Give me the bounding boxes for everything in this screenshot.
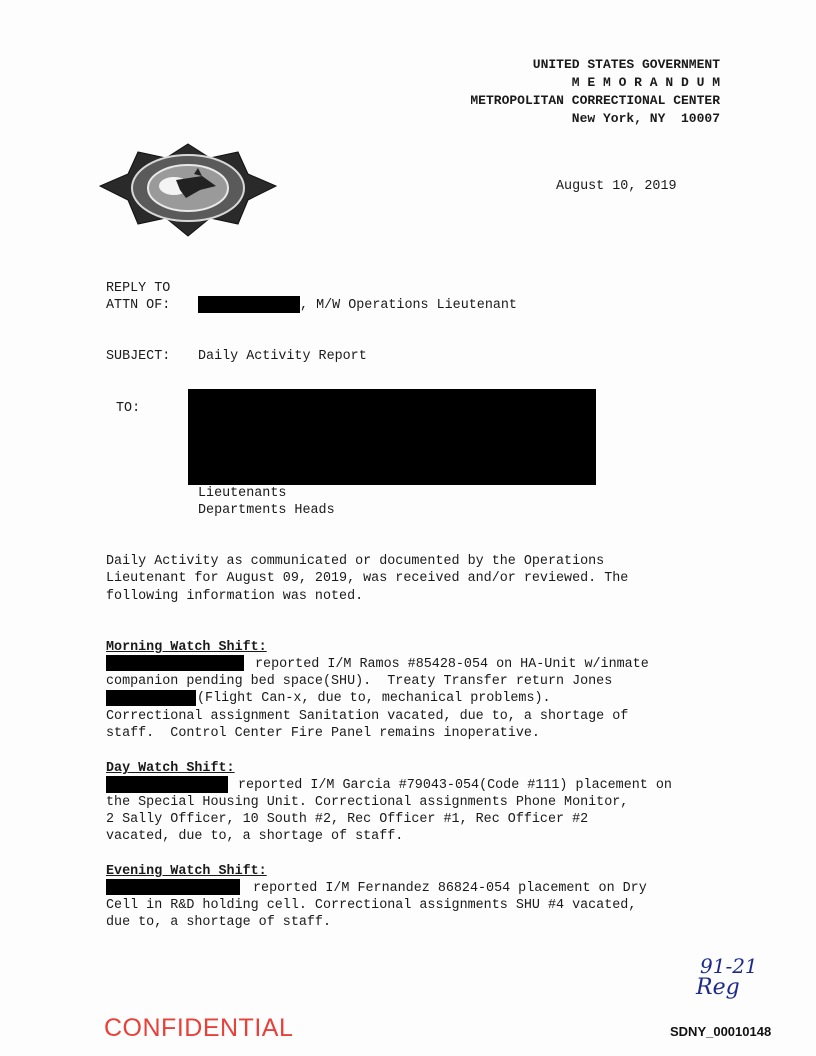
- shift-text-line: reported I/M Garcia #79043-054(Code #111) placement on: [238, 778, 672, 793]
- header-institution: METROPOLITAN CORRECTIONAL CENTER: [470, 93, 720, 108]
- redaction-bar: [106, 776, 228, 793]
- doj-seal-icon: [98, 140, 278, 240]
- shift-text-line: due to, a shortage of staff.: [106, 915, 331, 930]
- day-shift-heading: Day Watch Shift:: [106, 761, 235, 776]
- shift-text-line: companion pending bed space(SHU). Treaty Transfer return Jones: [106, 674, 613, 689]
- to-recipient: Lieutenants: [198, 486, 287, 501]
- to-recipient: Departments Heads: [198, 503, 335, 518]
- reply-to-label: REPLY TO: [106, 281, 171, 296]
- shift-text-line: vacated, due to, a shortage of staff.: [106, 829, 404, 844]
- evening-shift-heading: Evening Watch Shift:: [106, 864, 267, 879]
- shift-text-line: staff. Control Center Fire Panel remains inoperative.: [106, 726, 540, 741]
- memo-header: [320, 56, 720, 128]
- memo-date: August 10, 2019: [556, 179, 677, 194]
- subject-value: Daily Activity Report: [198, 349, 367, 364]
- redaction-bar: [106, 655, 244, 671]
- handwritten-line: 91-21: [700, 954, 758, 978]
- handwritten-note: [696, 954, 770, 1000]
- handwritten-line: Reg: [696, 975, 740, 1000]
- shift-text-line: Cell in R&D holding cell. Correctional assignments SHU #4 vacated,: [106, 898, 637, 913]
- shift-text-line: 2 Sally Officer, 10 South #2, Rec Officer #1, Rec Officer #2: [106, 812, 589, 827]
- redaction-bar: [106, 690, 196, 706]
- header-agency: UNITED STATES GOVERNMENT: [532, 57, 720, 72]
- morning-shift-heading: Morning Watch Shift:: [106, 640, 267, 655]
- paragraph-line: Daily Activity as communicated or documented by the Operations: [106, 554, 605, 569]
- shift-text-line: (Flight Can-x, due to, mechanical problems).: [197, 691, 551, 706]
- subject-label: SUBJECT:: [106, 349, 171, 364]
- header-city: New York, NY 10007: [571, 111, 720, 126]
- shift-text-line: reported I/M Ramos #85428-054 on HA-Unit w/inmate: [255, 657, 649, 672]
- shift-text-line: Correctional assignment Sanitation vacated, due to, a shortage of: [106, 709, 629, 724]
- attn-of-label: ATTN OF:: [106, 298, 171, 313]
- redaction-bar: [188, 389, 596, 485]
- attn-of-value: , M/W Operations Lieutenant: [300, 298, 517, 313]
- redaction-bar: [106, 879, 240, 895]
- redaction-bar: [198, 296, 300, 313]
- shift-text-line: reported I/M Fernandez 86824-054 placement on Dry: [253, 881, 647, 896]
- header-memorandum: M E M O R A N D U M: [571, 75, 720, 90]
- confidential-stamp: CONFIDENTIAL: [104, 1014, 294, 1042]
- intro-paragraph: [106, 553, 628, 605]
- paragraph-line: following information was noted.: [106, 588, 364, 604]
- to-label: TO:: [116, 401, 141, 416]
- bates-number: SDNY_00010148: [670, 1024, 772, 1039]
- shift-text-line: the Special Housing Unit. Correctional assignments Phone Monitor,: [106, 795, 629, 810]
- paragraph-line: Lieutenant for August 09, 2019, was received and/or reviewed. The: [106, 571, 629, 587]
